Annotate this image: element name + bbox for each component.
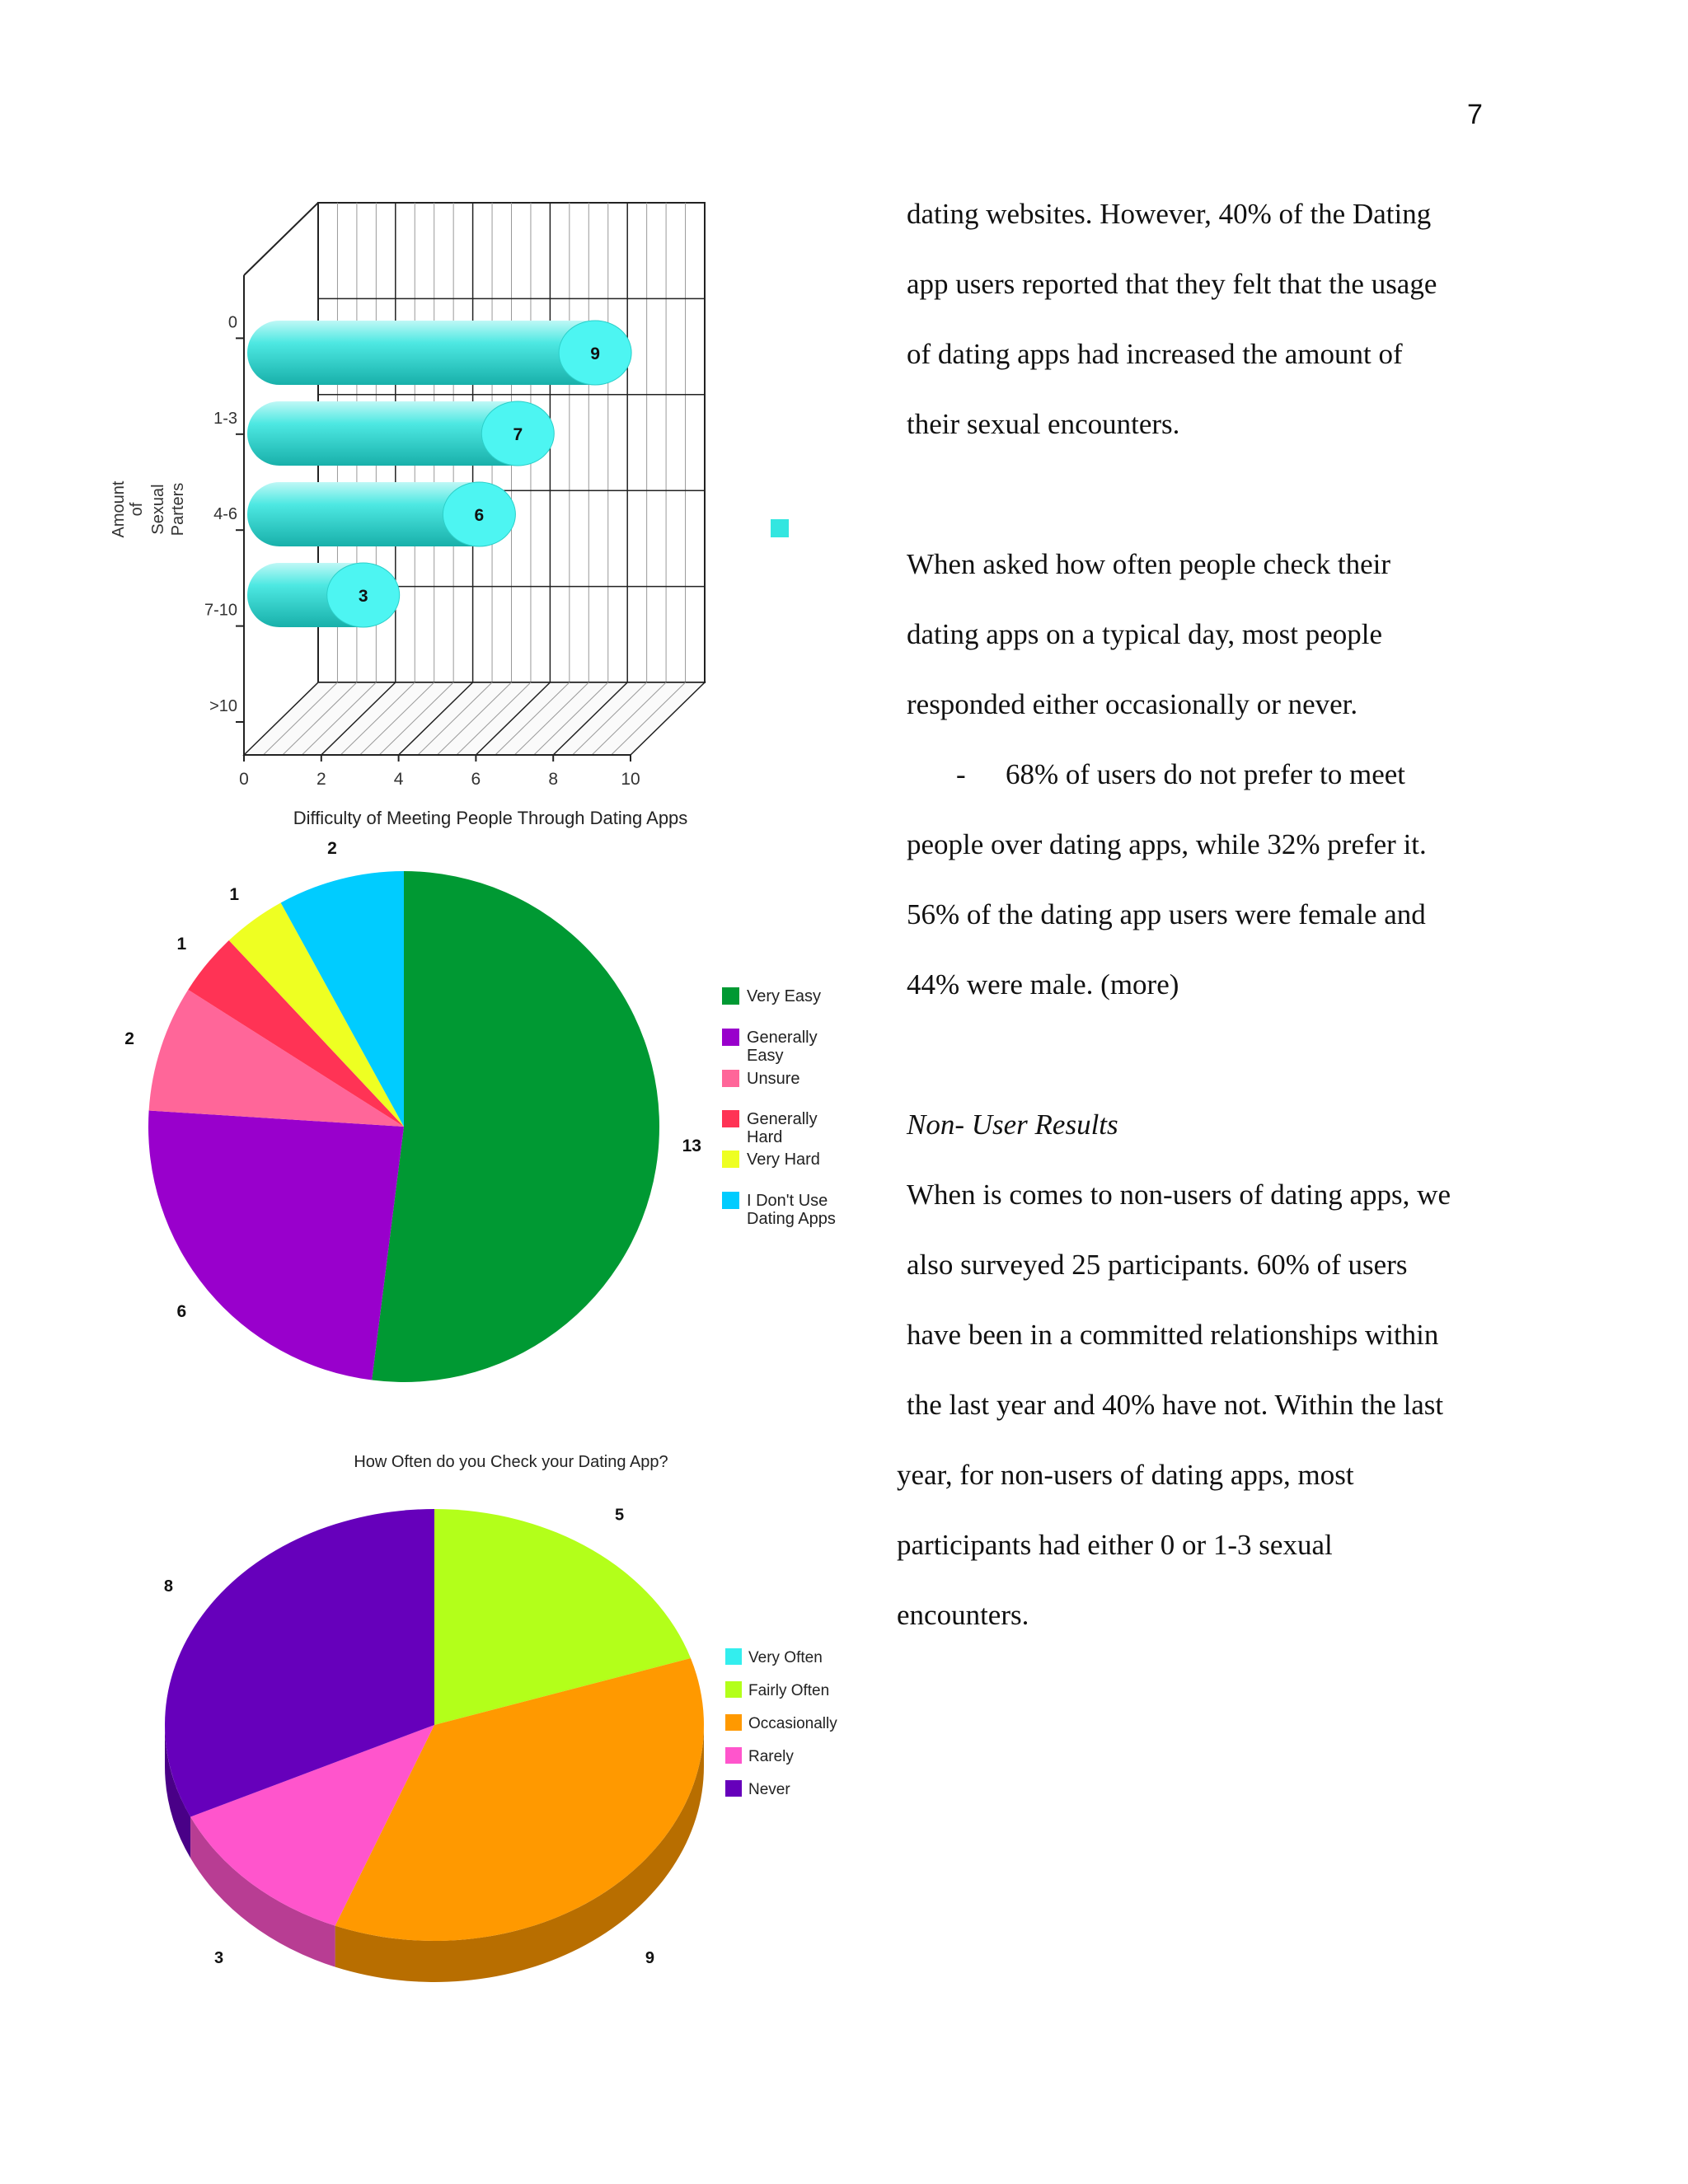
text-line: dating apps on a typical day, most people [907,618,1383,650]
y-axis-label-line: Parters [169,482,187,537]
legend [722,987,836,1228]
category-label: 4-6 [213,505,237,524]
grid [244,203,705,755]
text-line: of dating apps had increased the amount of [907,338,1403,370]
legend-swatch [722,987,739,1005]
text-line: app users reported that they felt that the usage [907,268,1437,300]
pie-chart-check-frequency [164,1453,837,1982]
legend-label: Unsure [747,1070,800,1088]
legend-swatch [722,1151,739,1168]
data-label: 13 [682,1136,701,1155]
y-axis-label-line: of [128,502,146,517]
legend-swatch [722,1070,739,1087]
legend-swatch [722,1192,739,1209]
legend-label: Easy [747,1047,784,1065]
legend-swatch [725,1681,742,1698]
chart-title: How Often do you Check your Dating App? [354,1453,668,1471]
pie-slice [148,1111,404,1380]
data-label: 3 [213,1949,224,1968]
text-line: When is comes to non-users of dating apps, we [907,1179,1451,1211]
category-label: 0 [227,313,237,332]
x-tick-label: 6 [471,770,481,789]
text-line: participants had either 0 or 1-3 sexual [897,1529,1333,1561]
y-axis-label-line: Amount [110,480,128,538]
data-label: 9 [590,344,600,363]
legend-swatch [725,1648,742,1665]
bar [247,321,595,385]
pie-chart-difficulty [124,808,836,1382]
legend-label: Occasionally [748,1715,837,1732]
text-line: 56% of the dating app users were female and [907,898,1426,930]
page-number: 7 [1467,99,1483,130]
text-line: dating websites. However, 40% of the Dating [907,198,1432,230]
text-line: people over dating apps, while 32% prefer it. [907,828,1427,860]
data-label: 2 [124,1029,134,1048]
text-line: responded either occasionally or never. [907,688,1358,720]
legend-label: Rarely [748,1748,794,1765]
legend-label: Dating Apps [747,1210,836,1228]
category-label: 7-10 [204,601,237,620]
data-label: 1 [229,884,240,904]
legend-label: Generally [747,1110,818,1128]
legend-label: Hard [747,1128,783,1146]
pie-slices [165,1506,704,1941]
bar [247,401,518,466]
legend-swatch [722,1029,739,1046]
legend [725,1648,837,1798]
legend-swatch [725,1714,742,1731]
x-tick-label: 4 [393,770,404,789]
pie-slices [148,871,659,1382]
x-tick-label: 2 [316,770,326,789]
data-label: 6 [474,506,485,525]
category-label: 1-3 [213,409,237,428]
section-heading: Non- User Results [907,1108,1118,1141]
text-line: their sexual encounters. [907,408,1180,440]
legend-label: Generally [747,1029,818,1047]
text-line: year, for non-users of dating apps, most [897,1459,1354,1491]
text-line: When asked how often people check their [907,548,1390,580]
data-label: 2 [327,838,337,858]
axis-line [244,203,318,275]
x-tick-label: 0 [239,770,249,789]
data-label: 8 [163,1577,174,1596]
bullet-marker: - [956,758,966,790]
x-tick-label: 8 [548,770,559,789]
data-label: 7 [513,425,523,444]
bar-chart-sexual-partners [110,203,705,789]
legend-label: Very Hard [747,1151,820,1169]
legend-swatch [722,1110,739,1127]
text-line: also surveyed 25 participants. 60% of users [907,1249,1408,1281]
legend-label: Very Easy [747,987,822,1005]
x-tick-label: 10 [621,770,640,789]
legend-label: Never [748,1781,790,1798]
data-label: 9 [645,1949,655,1968]
chart-title: Difficulty of Meeting People Through Dating Apps [293,808,688,828]
legend-label: Very Often [748,1649,823,1666]
charts-area [0,165,890,2184]
legend-swatch [725,1747,742,1764]
text-line: the last year and 40% have not. Within the last [907,1389,1444,1421]
data-label: 1 [176,934,187,954]
text-line: encounters. [897,1599,1029,1631]
y-axis-label-line: Sexual [149,484,167,535]
data-label: 6 [176,1302,187,1322]
text-line: 44% were male. (more) [907,968,1179,1001]
text-line: 68% of users do not prefer to meet [1006,758,1405,790]
legend-swatch [725,1780,742,1797]
data-label: 3 [358,587,368,606]
legend-label: I Don't Use [747,1192,828,1210]
legend-label: Fairly Often [748,1682,830,1699]
data-label: 5 [614,1506,625,1525]
pie-slice [372,871,659,1382]
category-label: >10 [209,697,237,715]
text-line: have been in a committed relationships within [907,1319,1439,1351]
